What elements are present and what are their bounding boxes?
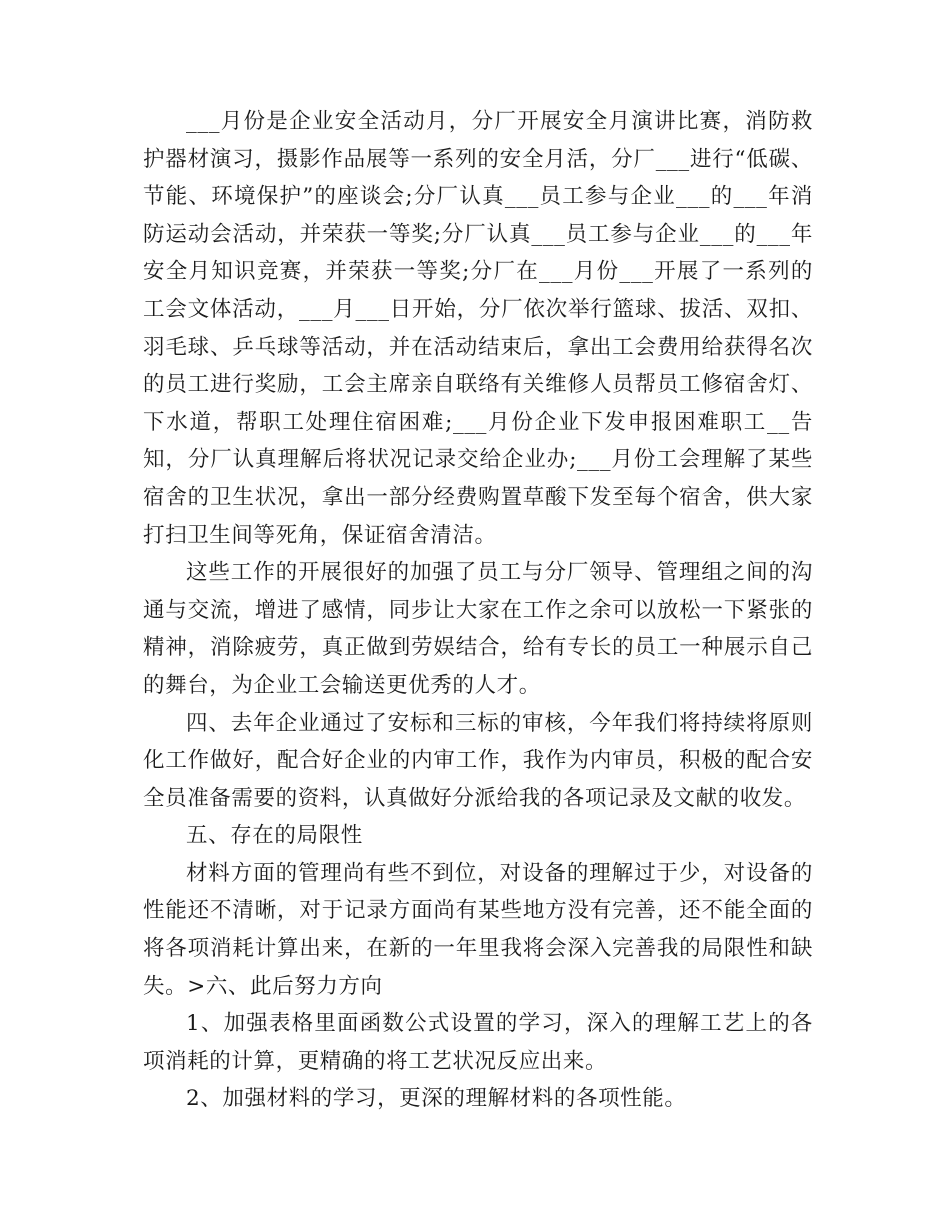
paragraph-limitations: 材料方面的管理尚有些不到位，对设备的理解过于少，对设备的性能还不清晰，对于记录方面尚有某些地方没有完善，还不能全面的将各项消耗计算出来，在新的一年里我将会深入完善我的局限性和缺失。>六、此后努力方向	[143, 860, 813, 999]
document-body	[143, 103, 813, 1118]
heading-section-five: 五、存在的局限性	[186, 823, 363, 849]
list-item-1: 1、加强表格里面函数公式设置的学习，深入的理解工艺上的各项消耗的计算，更精确的将工艺状况反应出来。	[143, 1011, 813, 1074]
paragraph-communication: 这些工作的开展很好的加强了员工与分厂领导、管理组之间的沟通与交流，增进了感情，同步让大家在工作之余可以放松一下紧张的精神，消除疲劳，真正做到劳娱结合，给有专长的员工一种展示自己的舞台，为企业工会输送更优秀的人才。	[143, 560, 813, 698]
paragraph-section-four: 四、去年企业通过了安标和三标的审核，今年我们将持续将原则化工作做好，配合好企业的内审工作，我作为内审员，积极的配合安全员准备需要的资料，认真做好分派给我的各项记录及文献的收发。	[143, 710, 813, 811]
list-item-2: 2、加强材料的学习，更深的理解材料的各项性能。	[186, 1086, 687, 1112]
paragraph-safety-activities: ___月份是企业安全活动月，分厂开展安全月演讲比赛，消防救护器材演习，摄影作品展等一系列的安全月活，分厂___进行“低碳、节能、环境保护”的座谈会;分厂认真___员工参与企业___的___年消防运动会活动，并荣获一等奖;分厂认真___员工参与企业___的___年安全月知识竞赛，并荣获一等奖;分厂在___月份___开展了一系列的工会文体活动，___月___日开始，分厂依次举行篮球、拔活、双扣、羽毛球、乒乓球等活动，并在活动结束后，拿出工会费用给获得名次的员工进行奖励，工会主席亲自联络有关维修人员帮员工修宿舍灯、下水道，帮职工处理住宿困难;___月份企业下发申报困难职工__告知，分厂认真理解后将状况记录交给企业办;___月份工会理解了某些宿舍的卫生状况，拿出一部分经费购置草酸下发至每个宿舍，供大家打扫卫生间等死角，保证宿舍清洁。	[143, 109, 813, 548]
